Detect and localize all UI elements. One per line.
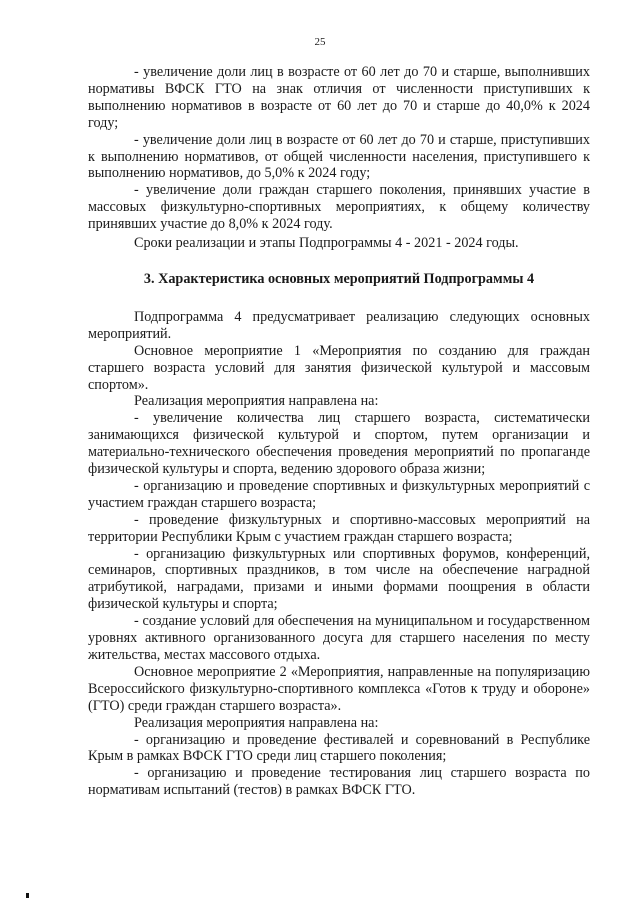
main-activity-2: Основное мероприятие 2 «Мероприятия, направленные на популяризацию Всероссийского физкультурно-спортивного комплекса «Готов к труду и обороне» (ГТО) среди граждан старшего возраста».: [88, 663, 590, 714]
paragraph: Подпрограмма 4 предусматривает реализацию следующих основных мероприятий.: [88, 308, 590, 342]
paragraph: Реализация мероприятия направлена на:: [134, 393, 379, 410]
document-body: [88, 64, 590, 799]
list-item: - проведение физкультурных и спортивно-массовых мероприятий на территории Республики Крым с участием граждан старшего возраста;: [88, 511, 590, 545]
list-item: - организацию и проведение тестирования лиц старшего возраста по нормативам испытаний (тестов) в рамках ВФСК ГТО.: [88, 765, 590, 799]
main-activity-1: Основное мероприятие 1 «Мероприятия по созданию для граждан старшего возраста условий для занятия физической культурой и массовым спортом».: [88, 342, 590, 393]
list-item: - организацию и проведение фестивалей и соревнований в Республике Крым в рамках ВФСК ГТО среди лиц старшего поколения;: [88, 731, 590, 765]
list-item: - создание условий для обеспечения на муниципальном и государственном уровнях активного организованного досуга для старшего населения по месту жительства, местах массового отдыха.: [88, 613, 590, 663]
implementation-period: Сроки реализации и этапы Подпрограммы 4 - 2021 - 2024 годы.: [134, 235, 519, 252]
list-item: - организацию физкультурных или спортивных форумов, конференций, семинаров, спортивных праздников, в том числе на обеспечение наградной атрибутикой, наградами, призами и иными формами поощрения в области физической культуры и спорта;: [88, 545, 590, 613]
intro-item: - увеличение доли граждан старшего поколения, принявших участие в массовых физкультурно-спортивных мероприятиях, к общему количеству принявших участие до 8,0% к 2024 году.: [88, 182, 590, 233]
page-number: 25: [314, 36, 326, 48]
list-item: - увеличение количества лиц старшего возраста, систематически занимающихся физической культурой и спортом, путем организации и материально-технического обеспечения проведения мероприятий по пропаганде физической культуры и спорта, ведению здорового образа жизни;: [88, 410, 590, 478]
scan-mark: [26, 893, 29, 898]
intro-item: - увеличение доли лиц в возрасте от 60 лет до 70 и старше, выполнивших нормативы ВФСК ГТО на знак отличия от численности приступивших к выполнению нормативов в возрасте от 60 лет до 70 и старше до 40,0% к 2024 году;: [88, 64, 590, 131]
intro-item: - увеличение доли лиц в возрасте от 60 лет до 70 и старше, приступивших к выполнению нормативов, от общей численности населения, приступившего к выполнению нормативов, до 5,0% к 2024 году;: [88, 131, 590, 182]
list-item: - организацию и проведение спортивных и физкультурных мероприятий с участием граждан старшего возраста;: [88, 477, 590, 511]
section-heading: 3. Характеристика основных мероприятий Подпрограммы 4: [143, 270, 535, 287]
paragraph: Реализация мероприятия направлена на:: [134, 714, 379, 731]
